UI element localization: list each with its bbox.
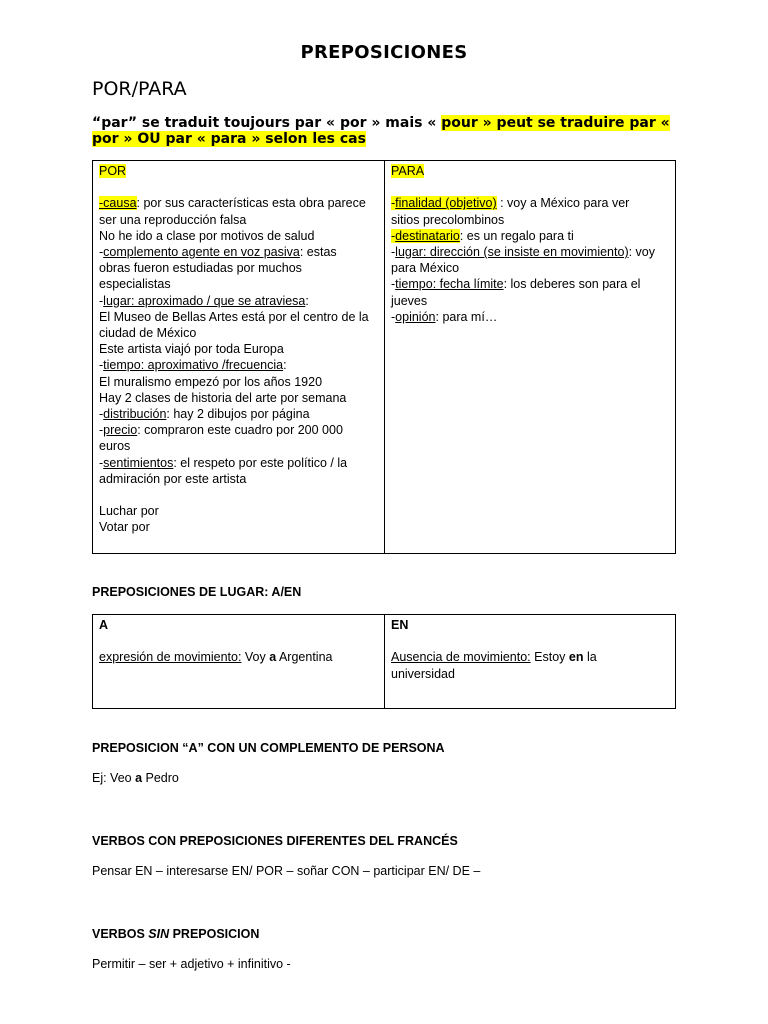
por-causa-text: : por sus características esta obra parece [136,196,366,211]
intro-text [92,115,682,147]
intro-part1: “par” se traduit toujours par « por » mais « [92,115,442,131]
a-header: A [99,618,109,632]
por-sentimientos-text2: admiración por este artista [99,471,247,486]
para-destinatario-label: destinatario [395,228,460,243]
para-destinatario-text: : es un regalo para ti [459,228,574,243]
a-text1: Voy [241,650,270,665]
para-lugar-text: : voy [628,245,656,259]
por-tiempo-example1: El muralismo empezó por los años 1920 [99,374,323,389]
en-label: Ausencia de movimiento: [391,650,531,665]
en-text2: la [583,650,597,665]
en-text1: Estoy [530,650,569,665]
para-finalidad-text: : voy a México para ver [496,196,630,211]
en-column [385,615,675,708]
para-header: PARA [391,164,425,178]
por-causa-label: -causa [99,196,137,211]
por-precio-label: precio [103,423,138,438]
para-tiempo-text2: jueves [391,293,428,308]
por-distribucion-label: distribución [103,407,167,422]
verbos-text: Pensar EN – interesarse EN/ POR – soñar CON – participar EN/ DE – [92,864,481,878]
para-column: PARA -finalidad (objetivo) : voy a México para ver sitios precolombinos -destinatario: es un regalo para ti -lugar: dirección (se insiste en movimiento): voy para México -tiempo: fecha límite: los deberes son para el jueves -opinión: para mí… [385,161,675,553]
para-opinion-label: opinión [395,309,436,324]
por-distribucion-text: : hay 2 dibujos por página [166,407,310,422]
por-agente-label: complemento agente en voz pasiva [103,245,300,259]
sin-text: Permitir – ser + adjetivo + infinitivo - [92,957,291,971]
en-bold: en [568,650,584,665]
en-text3: universidad [391,666,455,681]
subtitle: POR/PARA [92,78,187,100]
por-causa-text2: ser una reproducción falsa [99,212,247,227]
para-finalidad-label: finalidad (objetivo) [395,196,497,211]
por-verb-luchar: Luchar por [99,504,159,519]
por-sentimientos-label: sentimientos [103,455,174,470]
en-header: EN [391,618,409,632]
persona-heading: PREPOSICION “A” CON UN COMPLEMENTO DE PERSONA [92,741,445,755]
por-lugar-label: lugar: aproximado / que se atraviesa [103,293,306,308]
a-column [93,615,385,708]
a-text2: Argentina [276,650,333,665]
sin-heading: VERBOS SIN PREPOSICION [92,927,260,941]
por-verb-votar: Votar por [99,520,150,535]
por-agente-text: : estas [299,245,337,259]
por-lugar-example1b: ciudad de México [99,326,197,341]
por-lugar-example2: Este artista viajó por toda Europa [99,342,284,357]
por-agente-text3: especialistas [99,277,171,292]
por-column: POR -causa: por sus características esta obra parece ser una reproducción falsa No he ido a clase por motivos de salud -complemento agente en voz pasiva: estas obras fueron estudiadas por muchos especialistas -lugar: aproximado / que se atraviesa: El Museo de Bellas Artes está por el centro de la ciudad de México Este artista viajó por toda Europa -tiempo: aproximativo /frecuencia: El muralismo empezó por los años 1920 Hay 2 clases de historia del arte por semana -distribución: hay 2 dibujos por página -precio: compraron este cuadro por 200 000 euros -sentimientos: el respeto por este político / la admiración por este artista Luchar por Votar por [93,161,385,553]
por-agente-text2: obras fueron estudiadas por muchos [99,261,302,276]
por-lugar-example1: El Museo de Bellas Artes está por el centro de la [99,309,369,324]
verbos-heading: VERBOS CON PREPOSICIONES DIFERENTES DEL FRANCÉS [92,834,458,848]
para-finalidad-text2: sitios precolombinos [391,212,505,227]
a-label: expresión de movimiento: [99,650,242,665]
por-sentimientos-text: : el respeto por este político / la [173,455,348,470]
para-tiempo-text: : los deberes son para el [503,277,641,292]
intro-part2-highlighted: pour » peut se traduire par « por » OU par « para » selon les cas [92,115,670,147]
persona-example: Ej: Veo a Pedro [92,771,179,785]
por-tiempo-example2: Hay 2 clases de historia del arte por semana [99,390,347,405]
por-causa-example: No he ido a clase por motivos de salud [99,228,315,243]
lugar-heading: PREPOSICIONES DE LUGAR: A/EN [92,585,302,599]
por-header: POR [99,164,127,178]
page-title: PREPOSICIONES [300,42,468,63]
por-para-table [92,160,676,554]
a-en-table [92,614,676,709]
para-lugar-text2: para México [391,261,460,276]
para-lugar-label: lugar: dirección (se insiste en movimiento) [395,245,629,259]
para-opinion-text: : para mí… [435,309,498,324]
a-bold: a [269,650,277,665]
para-tiempo-label: tiempo: fecha límite [395,277,504,292]
por-precio-text2: euros [99,439,131,454]
por-precio-text: : compraron este cuadro por 200 000 [137,423,343,438]
por-tiempo-label: tiempo: aproximativo /frecuencia [103,358,284,373]
